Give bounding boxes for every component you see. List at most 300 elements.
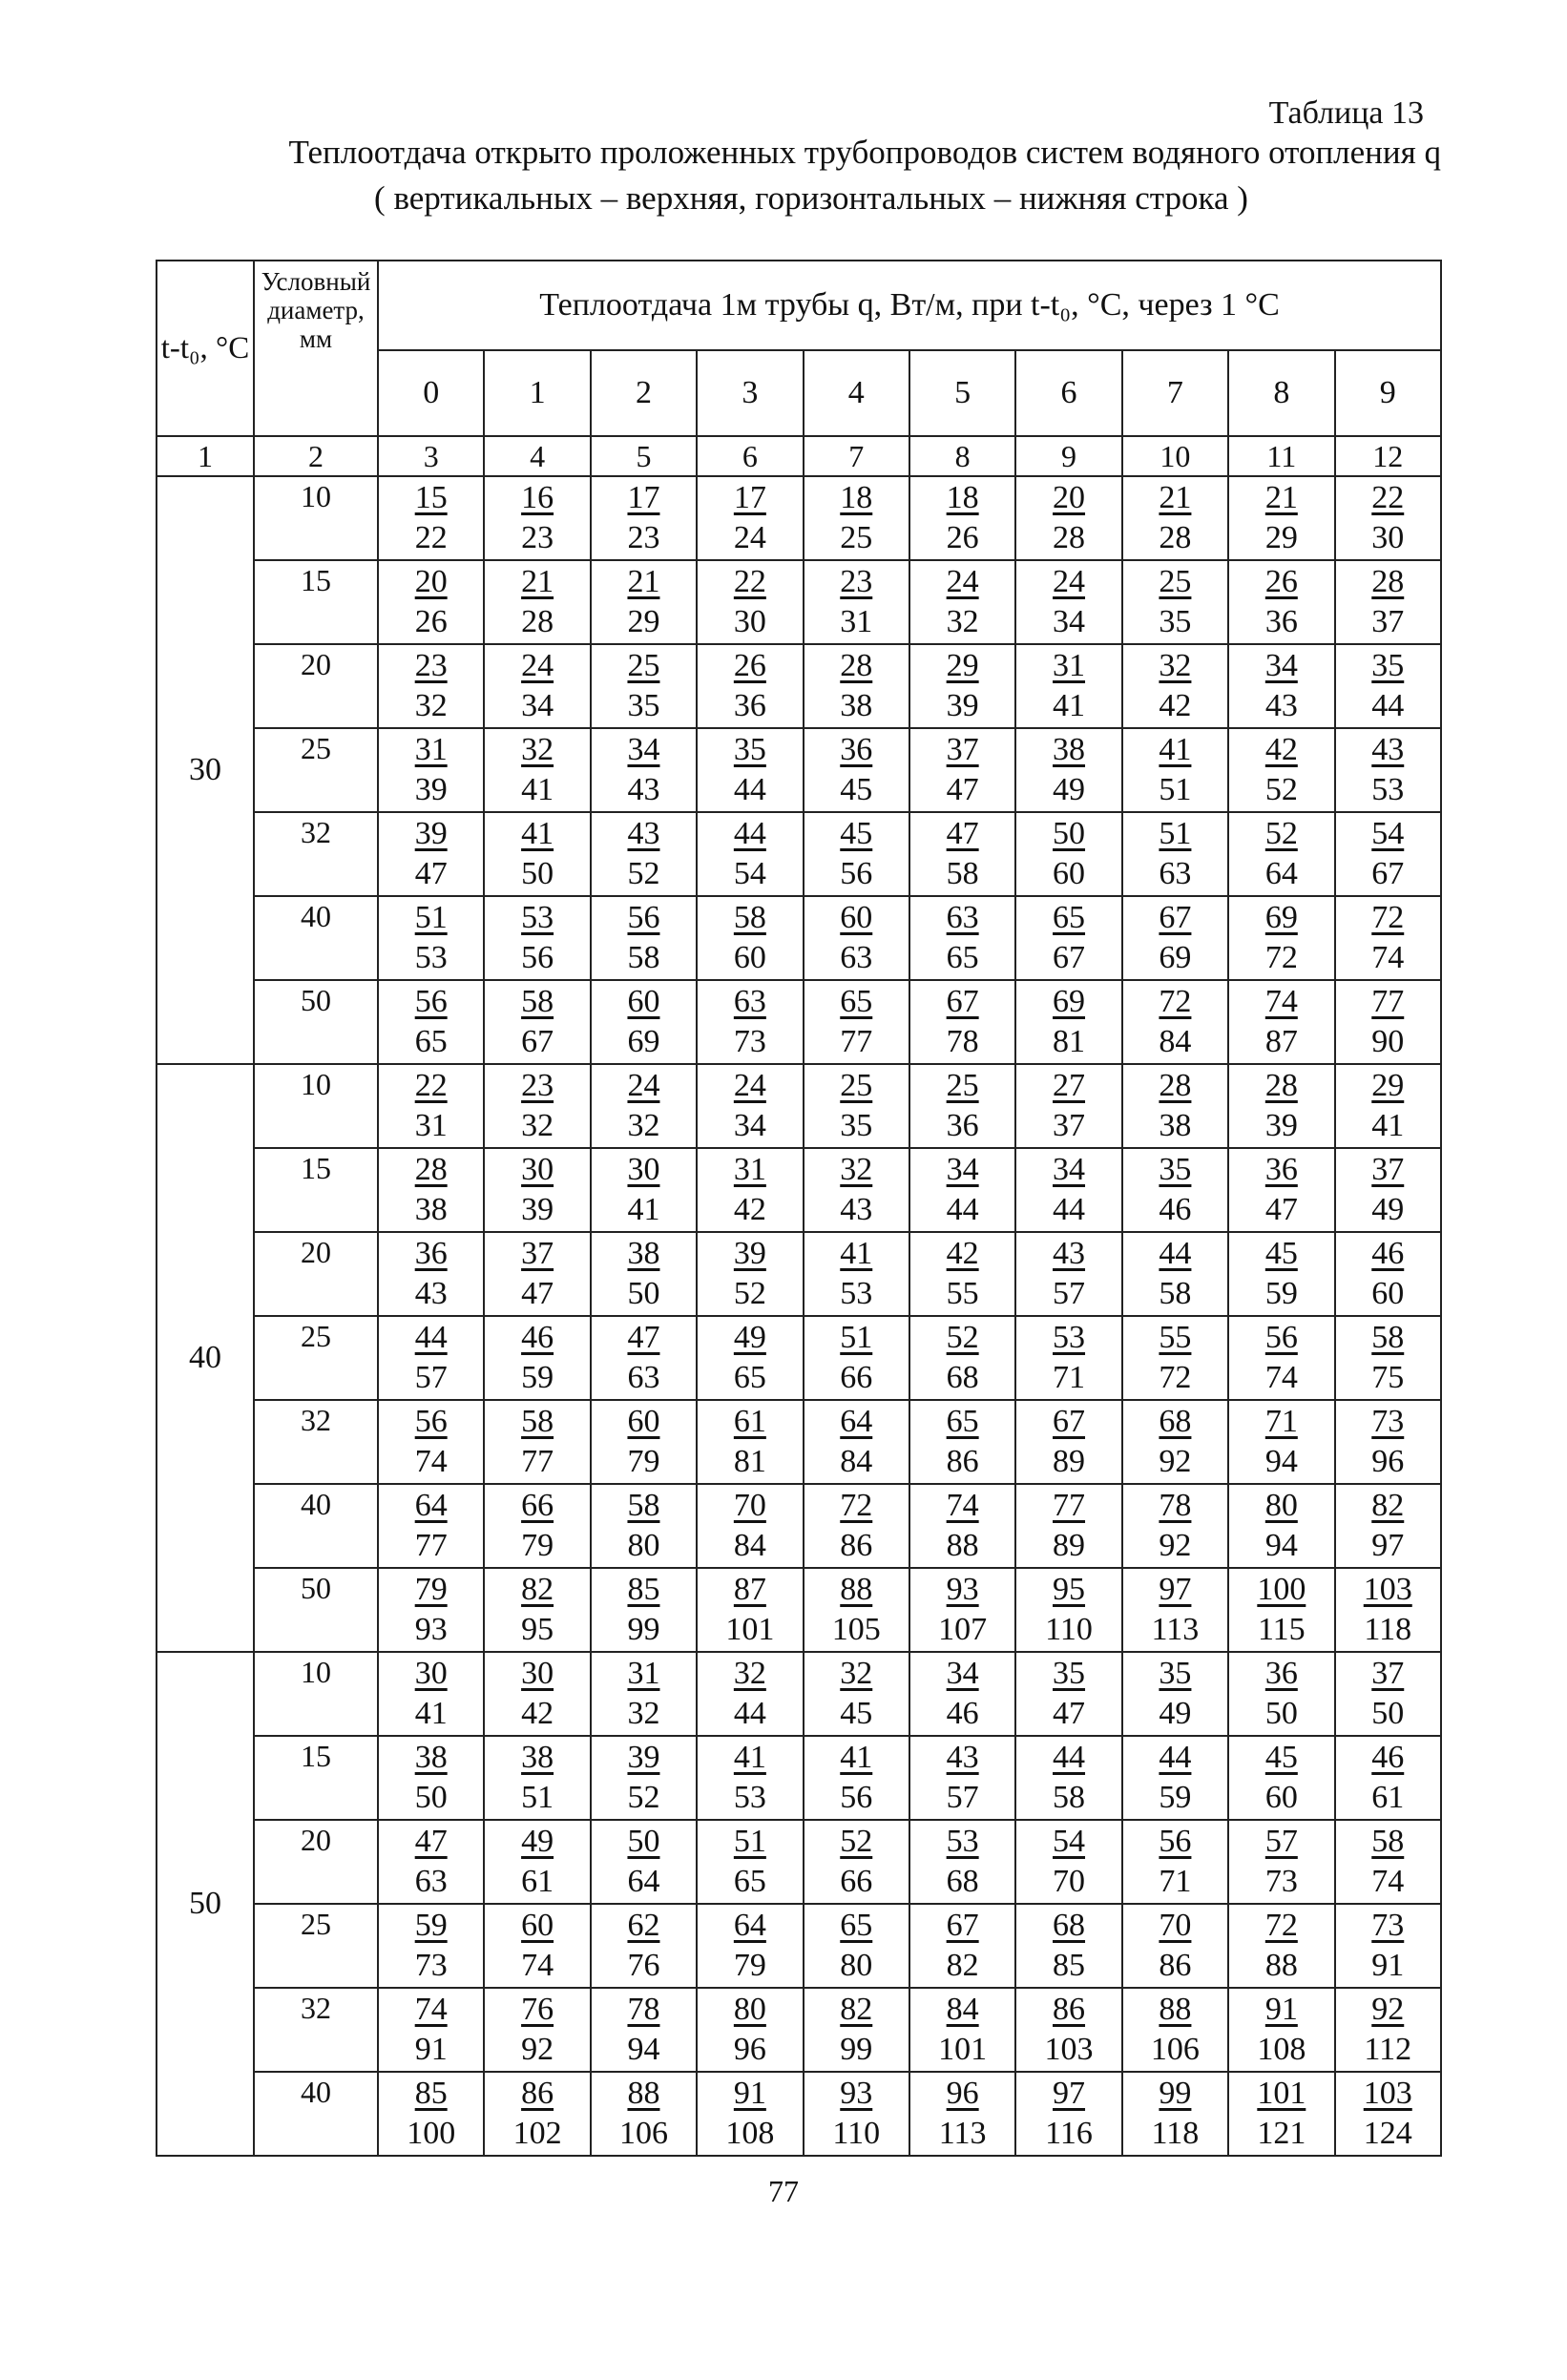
header-unit-7: 7 <box>1122 350 1228 436</box>
horizontal-value: 47 <box>1053 1696 1086 1731</box>
vertical-value: 77 <box>1371 984 1405 1019</box>
value-cell <box>1015 2072 1121 2156</box>
horizontal-value: 84 <box>733 1528 766 1563</box>
vertical-value: 70 <box>1159 1908 1192 1943</box>
vertical-value: 23 <box>414 648 448 683</box>
vertical-value: 103 <box>1363 1572 1412 1607</box>
horizontal-value: 91 <box>414 2032 448 2067</box>
horizontal-value: 32 <box>521 1108 554 1143</box>
vertical-value: 50 <box>627 1824 660 1859</box>
table-row <box>157 2072 1441 2156</box>
horizontal-value: 65 <box>946 940 979 975</box>
vertical-value: 88 <box>840 1572 873 1607</box>
value-cell <box>591 980 697 1064</box>
table-row <box>157 1148 1441 1232</box>
table-row <box>157 896 1441 980</box>
value-cell <box>378 728 484 812</box>
value-cell <box>804 1316 909 1400</box>
horizontal-value: 50 <box>521 856 554 891</box>
value-cell <box>1335 1400 1441 1484</box>
horizontal-value: 113 <box>1151 1612 1200 1647</box>
horizontal-value: 44 <box>1371 688 1405 723</box>
value-cell <box>804 1400 909 1484</box>
value-cell <box>804 1064 909 1148</box>
vertical-value: 60 <box>627 1404 660 1439</box>
vertical-value: 44 <box>1053 1740 1086 1775</box>
value-cell <box>804 1988 909 2072</box>
vertical-value: 43 <box>1053 1236 1086 1271</box>
value-cell <box>484 476 590 560</box>
table-row <box>157 1064 1441 1148</box>
value-cell <box>909 1400 1015 1484</box>
vertical-value: 79 <box>414 1572 448 1607</box>
vertical-value: 32 <box>840 1152 873 1187</box>
value-cell <box>1015 1652 1121 1736</box>
horizontal-value: 31 <box>840 604 873 639</box>
horizontal-value: 37 <box>1053 1108 1086 1143</box>
horizontal-value: 52 <box>627 856 660 891</box>
horizontal-value: 50 <box>1371 1696 1405 1731</box>
vertical-value: 101 <box>1257 2076 1306 2111</box>
value-cell <box>1015 1064 1121 1148</box>
header-unit-3: 3 <box>697 350 803 436</box>
horizontal-value: 70 <box>1053 1864 1086 1899</box>
header-unit-6: 6 <box>1015 350 1121 436</box>
value-cell <box>1015 896 1121 980</box>
value-cell <box>1122 1148 1228 1232</box>
value-cell <box>1228 1652 1334 1736</box>
table-row <box>157 560 1441 644</box>
table-row <box>157 1484 1441 1568</box>
vertical-value: 67 <box>1053 1404 1086 1439</box>
vertical-value: 56 <box>1264 1320 1298 1355</box>
horizontal-value: 96 <box>1371 1444 1405 1479</box>
value-cell <box>378 1988 484 2072</box>
vertical-value: 66 <box>521 1488 554 1523</box>
vertical-value: 44 <box>733 816 766 851</box>
horizontal-value: 29 <box>627 604 660 639</box>
horizontal-value: 68 <box>946 1360 979 1395</box>
horizontal-value: 34 <box>733 1108 766 1143</box>
value-cell <box>378 1904 484 1988</box>
vertical-value: 41 <box>840 1740 873 1775</box>
vertical-value: 65 <box>840 1908 873 1943</box>
horizontal-value: 42 <box>1159 688 1192 723</box>
value-cell <box>804 728 909 812</box>
value-cell <box>1228 1232 1334 1316</box>
diameter-cell: 20 <box>254 1820 378 1904</box>
vertical-value: 35 <box>1159 1656 1192 1691</box>
horizontal-value: 50 <box>414 1780 448 1815</box>
table-row <box>157 1232 1441 1316</box>
horizontal-value: 31 <box>414 1108 448 1143</box>
vertical-value: 49 <box>521 1824 554 1859</box>
vertical-value: 38 <box>627 1236 660 1271</box>
column-index: 9 <box>1015 436 1121 476</box>
value-cell <box>697 2072 803 2156</box>
value-cell <box>1015 644 1121 728</box>
vertical-value: 46 <box>521 1320 554 1355</box>
horizontal-value: 60 <box>1053 856 1086 891</box>
horizontal-value: 61 <box>1371 1780 1405 1815</box>
value-cell <box>1335 812 1441 896</box>
value-cell <box>484 1652 590 1736</box>
value-cell <box>591 1232 697 1316</box>
value-cell <box>1015 1400 1121 1484</box>
value-cell <box>378 1736 484 1820</box>
horizontal-value: 58 <box>946 856 979 891</box>
diameter-cell: 10 <box>254 476 378 560</box>
value-cell <box>909 728 1015 812</box>
vertical-value: 71 <box>1264 1404 1298 1439</box>
vertical-value: 68 <box>1159 1404 1192 1439</box>
horizontal-value: 26 <box>946 520 979 555</box>
value-cell <box>909 980 1015 1064</box>
value-cell <box>484 1484 590 1568</box>
vertical-value: 51 <box>733 1824 766 1859</box>
horizontal-value: 63 <box>414 1864 448 1899</box>
value-cell <box>1015 1736 1121 1820</box>
value-cell <box>1335 1064 1441 1148</box>
value-cell <box>591 1820 697 1904</box>
value-cell <box>1335 1820 1441 1904</box>
value-cell <box>1228 476 1334 560</box>
horizontal-value: 63 <box>840 940 873 975</box>
horizontal-value: 52 <box>627 1780 660 1815</box>
value-cell <box>484 1820 590 1904</box>
vertical-value: 74 <box>1264 984 1298 1019</box>
vertical-value: 46 <box>1371 1740 1405 1775</box>
horizontal-value: 46 <box>1159 1192 1192 1227</box>
vertical-value: 25 <box>1159 564 1192 599</box>
vertical-value: 45 <box>1264 1740 1298 1775</box>
vertical-value: 84 <box>946 1992 979 2027</box>
horizontal-value: 37 <box>1371 604 1405 639</box>
column-index: 12 <box>1335 436 1441 476</box>
table-row <box>157 812 1441 896</box>
horizontal-value: 35 <box>840 1108 873 1143</box>
horizontal-value: 43 <box>1264 688 1298 723</box>
horizontal-value: 53 <box>840 1276 873 1311</box>
horizontal-value: 89 <box>1053 1528 1086 1563</box>
horizontal-value: 94 <box>1264 1444 1298 1479</box>
horizontal-value: 47 <box>521 1276 554 1311</box>
horizontal-value: 46 <box>946 1696 979 1731</box>
diameter-cell: 20 <box>254 644 378 728</box>
value-cell <box>591 812 697 896</box>
value-cell <box>1335 1148 1441 1232</box>
vertical-value: 96 <box>946 2076 979 2111</box>
value-cell <box>1015 1484 1121 1568</box>
value-cell <box>804 1736 909 1820</box>
horizontal-value: 77 <box>414 1528 448 1563</box>
value-cell <box>378 980 484 1064</box>
vertical-value: 58 <box>627 1488 660 1523</box>
vertical-value: 69 <box>1053 984 1086 1019</box>
value-cell <box>1015 1988 1121 2072</box>
value-cell <box>1335 1652 1441 1736</box>
vertical-value: 31 <box>414 732 448 767</box>
value-cell <box>909 2072 1015 2156</box>
value-cell <box>1122 1736 1228 1820</box>
horizontal-value: 92 <box>521 2032 554 2067</box>
value-cell <box>1122 1904 1228 1988</box>
vertical-value: 49 <box>733 1320 766 1355</box>
value-cell <box>1122 980 1228 1064</box>
value-cell <box>591 644 697 728</box>
horizontal-value: 50 <box>627 1276 660 1311</box>
vertical-value: 21 <box>1159 480 1192 515</box>
horizontal-value: 50 <box>1264 1696 1298 1731</box>
table-row <box>157 1400 1441 1484</box>
horizontal-value: 23 <box>627 520 660 555</box>
vertical-value: 60 <box>521 1908 554 1943</box>
vertical-value: 22 <box>1371 480 1405 515</box>
vertical-value: 34 <box>627 732 660 767</box>
vertical-value: 35 <box>1371 648 1405 683</box>
vertical-value: 63 <box>946 900 979 935</box>
horizontal-value: 58 <box>627 940 660 975</box>
vertical-value: 51 <box>840 1320 873 1355</box>
value-cell <box>909 812 1015 896</box>
horizontal-value: 86 <box>946 1444 979 1479</box>
vertical-value: 47 <box>414 1824 448 1859</box>
horizontal-value: 28 <box>1053 520 1086 555</box>
diameter-cell: 50 <box>254 1568 378 1652</box>
table-row <box>157 728 1441 812</box>
diameter-cell: 50 <box>254 980 378 1064</box>
vertical-value: 32 <box>521 732 554 767</box>
horizontal-value: 75 <box>1371 1360 1405 1395</box>
horizontal-value: 36 <box>1264 604 1298 639</box>
vertical-value: 56 <box>414 984 448 1019</box>
horizontal-value: 43 <box>627 772 660 807</box>
vertical-value: 44 <box>414 1320 448 1355</box>
vertical-value: 24 <box>946 564 979 599</box>
vertical-value: 47 <box>946 816 979 851</box>
horizontal-value: 79 <box>521 1528 554 1563</box>
horizontal-value: 28 <box>1159 520 1192 555</box>
vertical-value: 36 <box>1264 1656 1298 1691</box>
vertical-value: 67 <box>946 984 979 1019</box>
horizontal-value: 68 <box>946 1864 979 1899</box>
diameter-cell: 20 <box>254 1232 378 1316</box>
horizontal-value: 101 <box>938 2032 988 2067</box>
vertical-value: 37 <box>521 1236 554 1271</box>
vertical-value: 67 <box>946 1908 979 1943</box>
horizontal-value: 108 <box>1257 2032 1306 2067</box>
value-cell <box>1228 896 1334 980</box>
vertical-value: 30 <box>414 1656 448 1691</box>
horizontal-value: 103 <box>1044 2032 1094 2067</box>
horizontal-value: 34 <box>521 688 554 723</box>
value-cell <box>697 1064 803 1148</box>
column-index: 8 <box>909 436 1015 476</box>
vertical-value: 80 <box>1264 1488 1298 1523</box>
value-cell <box>1122 1988 1228 2072</box>
value-cell <box>1335 1316 1441 1400</box>
value-cell <box>378 2072 484 2156</box>
vertical-value: 28 <box>840 648 873 683</box>
vertical-value: 99 <box>1159 2076 1192 2111</box>
value-cell <box>1015 812 1121 896</box>
value-cell <box>1122 1316 1228 1400</box>
value-cell <box>697 1232 803 1316</box>
vertical-value: 92 <box>1371 1992 1405 2027</box>
vertical-value: 45 <box>1264 1236 1298 1271</box>
vertical-value: 28 <box>1371 564 1405 599</box>
horizontal-value: 45 <box>840 1696 873 1731</box>
horizontal-value: 28 <box>521 604 554 639</box>
value-cell <box>1228 560 1334 644</box>
table-row <box>157 980 1441 1064</box>
horizontal-value: 94 <box>1264 1528 1298 1563</box>
value-cell <box>909 1736 1015 1820</box>
vertical-value: 37 <box>946 732 979 767</box>
vertical-value: 65 <box>840 984 873 1019</box>
horizontal-value: 54 <box>733 856 766 891</box>
horizontal-value: 41 <box>414 1696 448 1731</box>
value-cell <box>591 1568 697 1652</box>
value-cell <box>1335 1736 1441 1820</box>
horizontal-value: 39 <box>414 772 448 807</box>
horizontal-value: 112 <box>1364 2032 1412 2067</box>
horizontal-value: 107 <box>938 1612 988 1647</box>
horizontal-value: 32 <box>627 1108 660 1143</box>
value-cell <box>484 1148 590 1232</box>
value-cell <box>1228 644 1334 728</box>
vertical-value: 43 <box>627 816 660 851</box>
vertical-value: 58 <box>521 1404 554 1439</box>
horizontal-value: 49 <box>1053 772 1086 807</box>
vertical-value: 28 <box>414 1152 448 1187</box>
vertical-value: 68 <box>1053 1908 1086 1943</box>
vertical-value: 60 <box>840 900 873 935</box>
horizontal-value: 72 <box>1159 1360 1192 1395</box>
table-row <box>157 1652 1441 1736</box>
vertical-value: 45 <box>840 816 873 851</box>
vertical-value: 70 <box>733 1488 766 1523</box>
horizontal-value: 56 <box>521 940 554 975</box>
value-cell <box>1015 1820 1121 1904</box>
horizontal-value: 39 <box>946 688 979 723</box>
value-cell <box>591 896 697 980</box>
vertical-value: 56 <box>414 1404 448 1439</box>
vertical-value: 23 <box>521 1068 554 1103</box>
vertical-value: 72 <box>840 1488 873 1523</box>
horizontal-value: 110 <box>1045 1612 1093 1647</box>
vertical-value: 61 <box>733 1404 766 1439</box>
horizontal-value: 53 <box>414 940 448 975</box>
diameter-cell: 15 <box>254 1148 378 1232</box>
value-cell <box>697 1316 803 1400</box>
value-cell <box>804 1232 909 1316</box>
value-cell <box>1335 560 1441 644</box>
horizontal-value: 118 <box>1151 2116 1200 2151</box>
value-cell <box>697 1148 803 1232</box>
value-cell <box>804 1568 909 1652</box>
vertical-value: 30 <box>521 1152 554 1187</box>
value-cell <box>378 1316 484 1400</box>
vertical-value: 91 <box>733 2076 766 2111</box>
horizontal-value: 74 <box>521 1948 554 1983</box>
horizontal-value: 67 <box>521 1024 554 1059</box>
value-cell <box>378 1064 484 1148</box>
horizontal-value: 79 <box>733 1948 766 1983</box>
horizontal-value: 106 <box>1150 2032 1200 2067</box>
horizontal-value: 60 <box>1264 1780 1298 1815</box>
column-index: 2 <box>254 436 378 476</box>
vertical-value: 53 <box>946 1824 979 1859</box>
column-index: 3 <box>378 436 484 476</box>
heat-transfer-table <box>156 260 1442 2157</box>
value-cell <box>591 1316 697 1400</box>
vertical-value: 37 <box>1371 1656 1405 1691</box>
vertical-value: 78 <box>627 1992 660 2027</box>
horizontal-value: 59 <box>521 1360 554 1395</box>
header-unit-5: 5 <box>909 350 1015 436</box>
vertical-value: 35 <box>733 732 766 767</box>
horizontal-value: 71 <box>1159 1864 1192 1899</box>
horizontal-value: 26 <box>414 604 448 639</box>
header-unit-4: 4 <box>804 350 909 436</box>
value-cell <box>697 1736 803 1820</box>
vertical-value: 72 <box>1159 984 1192 1019</box>
vertical-value: 17 <box>733 480 766 515</box>
value-cell <box>484 1904 590 1988</box>
vertical-value: 25 <box>627 648 660 683</box>
vertical-value: 82 <box>1371 1488 1405 1523</box>
value-cell <box>378 1148 484 1232</box>
table-row <box>157 1988 1441 2072</box>
horizontal-value: 36 <box>733 688 766 723</box>
horizontal-value: 77 <box>521 1444 554 1479</box>
vertical-value: 34 <box>1053 1152 1086 1187</box>
horizontal-value: 63 <box>1159 856 1192 891</box>
vertical-value: 74 <box>414 1992 448 2027</box>
value-cell <box>804 1652 909 1736</box>
vertical-value: 82 <box>840 1992 873 2027</box>
table-number: Таблица 13 <box>1268 95 1424 131</box>
vertical-value: 22 <box>733 564 766 599</box>
vertical-value: 95 <box>1053 1572 1086 1607</box>
vertical-value: 20 <box>414 564 448 599</box>
vertical-value: 37 <box>1371 1152 1405 1187</box>
diameter-cell: 15 <box>254 560 378 644</box>
value-cell <box>1122 1232 1228 1316</box>
value-cell <box>804 644 909 728</box>
vertical-value: 38 <box>1053 732 1086 767</box>
horizontal-value: 84 <box>1159 1024 1192 1059</box>
table-row <box>157 644 1441 728</box>
value-cell <box>909 644 1015 728</box>
value-cell <box>484 1232 590 1316</box>
vertical-value: 32 <box>733 1656 766 1691</box>
value-cell <box>591 728 697 812</box>
horizontal-value: 100 <box>407 2116 456 2151</box>
horizontal-value: 47 <box>414 856 448 891</box>
value-cell <box>697 980 803 1064</box>
vertical-value: 52 <box>1264 816 1298 851</box>
value-cell <box>378 1568 484 1652</box>
value-cell <box>697 1904 803 1988</box>
vertical-value: 38 <box>414 1740 448 1775</box>
vertical-value: 21 <box>627 564 660 599</box>
horizontal-value: 44 <box>733 1696 766 1731</box>
vertical-value: 35 <box>1159 1152 1192 1187</box>
horizontal-value: 32 <box>946 604 979 639</box>
horizontal-value: 102 <box>512 2116 562 2151</box>
